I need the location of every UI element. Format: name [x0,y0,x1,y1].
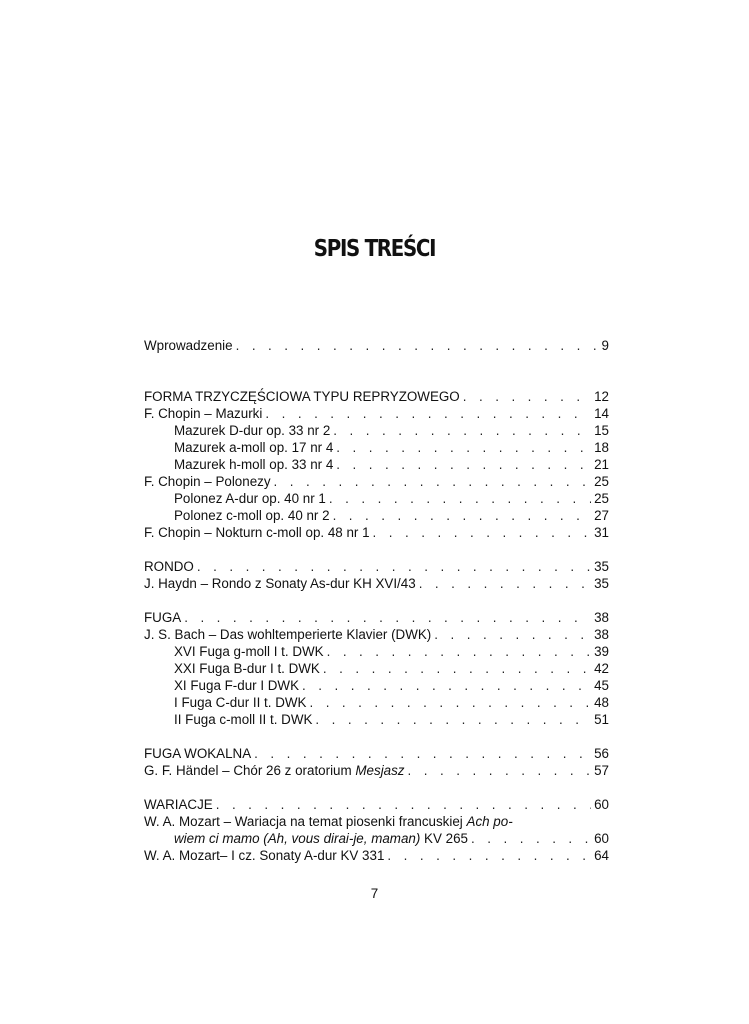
toc-subentry[interactable] [144,677,609,694]
dot-leader [336,456,591,473]
toc-entry-page: 60 [594,797,609,812]
toc-subentry[interactable] [144,507,609,524]
toc-entry-page: 39 [594,644,609,659]
toc-entry-page: 64 [594,848,609,863]
toc-entry-title: Polonez c-moll op. 40 nr 2 [174,508,330,523]
toc-subentry[interactable] [144,456,609,473]
toc-entry-title: wiem ci mamo (Ah, vous dirai-je, maman) KV 265 [174,831,468,846]
toc-entry-title: XVI Fuga g-moll I t. DWK [174,644,324,659]
toc-entry-title: FUGA [144,610,182,625]
toc-entry-title: XI Fuga F-dur I DWK [174,678,300,693]
toc-entry-title: WARIACJE [144,797,213,812]
toc-entry-title: Polonez A-dur op. 40 nr 1 [174,491,326,506]
toc-entry-page: 9 [601,338,609,353]
toc-subentry[interactable] [144,694,609,711]
toc-section-heading[interactable] [144,388,609,405]
dot-leader [373,524,592,541]
toc-subentry[interactable] [144,490,609,507]
toc-entry-title: J. Haydn – Rondo z Sonaty As-dur KH XVI/43 [144,576,416,591]
toc-subentry[interactable] [144,711,609,728]
toc-entry[interactable] [144,626,609,643]
dot-leader [471,830,591,847]
toc-subentry[interactable] [144,660,609,677]
toc-section-heading[interactable] [144,558,609,575]
toc-entry-page: 31 [594,525,609,540]
toc-entry-page: 14 [594,406,609,421]
toc-entry-page: 25 [594,491,609,506]
toc-entry-title: I Fuga C-dur II t. DWK [174,695,307,710]
toc-entry-page: 57 [594,763,609,778]
dot-leader [197,558,591,575]
toc-entry-page: 45 [594,678,609,693]
toc-entry-title: RONDO [144,559,194,574]
toc-subentry[interactable] [144,439,609,456]
toc-section-heading[interactable] [144,745,609,762]
toc-entry-continuation[interactable] [144,830,609,847]
dot-leader [323,660,591,677]
dot-leader [309,694,591,711]
toc-entry-line1[interactable]: W. A. Mozart – Wariacja na temat piosenki francuskiej Ach po- [144,814,513,829]
dot-leader [265,405,591,422]
table-of-contents [144,337,609,864]
toc-entry-title: FUGA WOKALNA [144,746,252,761]
dot-leader [434,626,591,643]
toc-subentry[interactable] [144,643,609,660]
dot-leader [408,762,592,779]
toc-entry[interactable] [144,847,609,864]
toc-entry-page: 42 [594,661,609,676]
toc-entry-title: Mazurek a-moll op. 17 nr 4 [174,440,334,455]
page-title: SPIS TREŚCI [313,236,436,262]
toc-entry-title: Wprowadzenie [144,338,233,353]
dot-leader [302,677,591,694]
toc-entry-page: 48 [594,695,609,710]
dot-leader [333,422,591,439]
dot-leader [315,711,591,728]
dot-leader [387,847,591,864]
toc-entry-page: 35 [594,559,609,574]
dot-leader [419,575,591,592]
toc-entry[interactable] [144,762,609,779]
toc-entry[interactable] [144,405,609,422]
dot-leader [254,745,591,762]
toc-entry[interactable] [144,473,609,490]
dot-leader [327,643,592,660]
toc-entry-page: 27 [594,508,609,523]
toc-entry[interactable] [144,575,609,592]
toc-entry-page: 38 [594,610,609,625]
dot-leader [329,490,591,507]
toc-entry-page: 38 [594,627,609,642]
dot-leader [216,796,591,813]
toc-section-heading[interactable] [144,609,609,626]
toc-entry-page: 18 [594,440,609,455]
toc-subentry[interactable] [144,422,609,439]
toc-entry-title: Mazurek D-dur op. 33 nr 2 [174,423,331,438]
toc-entry[interactable] [144,337,609,354]
toc-entry-page: 60 [594,831,609,846]
dot-leader [333,507,592,524]
toc-entry-title: F. Chopin – Mazurki [144,406,263,421]
toc-entry-title: II Fuga c-moll II t. DWK [174,712,313,727]
dot-leader [463,388,591,405]
toc-entry-title: W. A. Mozart– I cz. Sonaty A-dur KV 331 [144,848,385,863]
page-number: 7 [370,886,379,901]
toc-entry-page: 56 [594,746,609,761]
toc-entry-title: F. Chopin – Nokturn c-moll op. 48 nr 1 [144,525,370,540]
toc-entry[interactable] [144,524,609,541]
toc-entry-title: F. Chopin – Polonezy [144,474,271,489]
toc-entry-title: J. S. Bach – Das wohltemperierte Klavier (DWK) [144,627,432,642]
toc-entry-title: FORMA TRZYCZĘŚCIOWA TYPU REPRYZOWEGO [144,389,460,404]
dot-leader [184,609,591,626]
toc-entry-title: XXI Fuga B-dur I t. DWK [174,661,320,676]
toc-entry-title: Mazurek h-moll op. 33 nr 4 [174,457,334,472]
toc-entry-page: 21 [594,457,609,472]
dot-leader [236,337,599,354]
dot-leader [274,473,592,490]
toc-entry-page: 51 [594,712,609,727]
toc-entry-page: 15 [594,423,609,438]
toc-entry-page: 12 [594,389,609,404]
dot-leader [336,439,591,456]
toc-section-heading[interactable] [144,796,609,813]
toc-entry-title: G. F. Händel – Chór 26 z oratorium Mesjasz [144,763,405,778]
toc-entry-page: 25 [594,474,609,489]
toc-entry-page: 35 [594,576,609,591]
